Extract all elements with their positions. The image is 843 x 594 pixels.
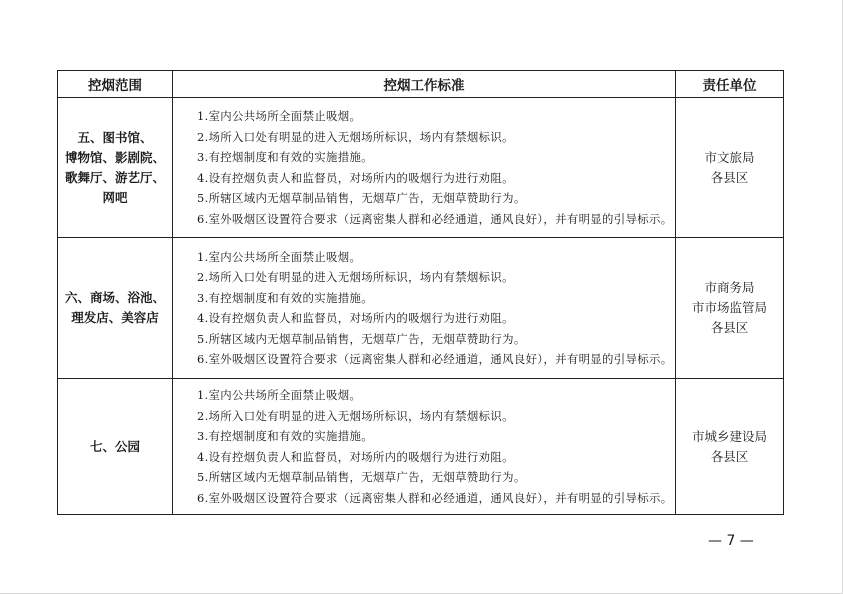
scope-cell bbox=[58, 379, 173, 515]
scope-line: 五、图书馆、 bbox=[77, 129, 153, 145]
unit-cell bbox=[676, 98, 784, 238]
scope-line: 六、商场、浴池、 bbox=[64, 290, 165, 305]
standards-cell bbox=[173, 238, 676, 379]
standard-item: 4.设有控烟负责人和监督员，对场所内的吸烟行为进行劝阻。 bbox=[197, 449, 514, 464]
unit-line: 各县区 bbox=[710, 448, 749, 464]
unit-line: 市文旅局 bbox=[704, 149, 755, 165]
table-row bbox=[58, 238, 784, 379]
standards-cell bbox=[173, 98, 676, 238]
unit-line: 各县区 bbox=[710, 320, 749, 335]
standard-item: 2.场所入口处有明显的进入无烟场所标识，场内有禁烟标识。 bbox=[197, 129, 514, 144]
header-standards: 控烟工作标准 bbox=[173, 71, 676, 98]
control-standards-table bbox=[57, 70, 784, 515]
standard-item: 3.有控烟制度和有效的实施措施。 bbox=[197, 150, 373, 164]
table-row bbox=[58, 379, 784, 515]
unit-line: 市城乡建设局 bbox=[691, 428, 767, 444]
header-unit: 责任单位 bbox=[676, 71, 784, 98]
table-row bbox=[58, 98, 784, 238]
standard-item: 1.室内公共场所全面禁止吸烟。 bbox=[197, 249, 362, 264]
standard-item: 5.所辖区域内无烟草制品销售，无烟草广告，无烟草赞助行为。 bbox=[197, 191, 526, 205]
unit-line: 市市场监管局 bbox=[691, 300, 767, 315]
scope-line: 理发店、美容店 bbox=[71, 310, 159, 325]
standard-item: 3.有控烟制度和有效的实施措施。 bbox=[197, 290, 373, 305]
standard-item: 4.设有控烟负责人和监督员，对场所内的吸烟行为进行劝阻。 bbox=[197, 170, 514, 185]
scope-cell bbox=[58, 98, 173, 238]
header-scope: 控烟范围 bbox=[58, 71, 173, 98]
table-header-row bbox=[58, 71, 784, 98]
standards-cell bbox=[173, 379, 676, 515]
standard-item: 2.场所入口处有明显的进入无烟场所标识，场内有禁烟标识。 bbox=[197, 408, 514, 423]
standard-item: 5.所辖区域内无烟草制品销售，无烟草广告，无烟草赞助行为。 bbox=[197, 331, 526, 346]
unit-line: 市商务局 bbox=[704, 280, 755, 295]
standard-item: 5.所辖区域内无烟草制品销售，无烟草广告，无烟草赞助行为。 bbox=[197, 470, 526, 484]
page-number: — 7 — bbox=[708, 533, 754, 549]
standard-item: 6.室外吸烟区设置符合要求（远离密集人群和必经通道，通风良好），并有明显的引导标示。 bbox=[197, 490, 673, 505]
unit-line: 各县区 bbox=[710, 169, 749, 185]
unit-cell bbox=[676, 238, 784, 379]
scope-line: 歌舞厅、游艺厅、 bbox=[64, 169, 165, 185]
standard-item: 1.室内公共场所全面禁止吸烟。 bbox=[197, 388, 362, 402]
scope-line: 网吧 bbox=[102, 189, 128, 205]
scope-cell bbox=[58, 238, 173, 379]
unit-cell bbox=[676, 379, 784, 515]
standard-item: 2.场所入口处有明显的进入无烟场所标识，场内有禁烟标识。 bbox=[197, 270, 514, 284]
scope-line: 博物馆、影剧院、 bbox=[64, 149, 165, 165]
scope-line: 七、公园 bbox=[89, 438, 140, 454]
standard-item: 1.室内公共场所全面禁止吸烟。 bbox=[197, 109, 362, 123]
standard-item: 6.室外吸烟区设置符合要求（远离密集人群和必经通道，通风良好），并有明显的引导标示。 bbox=[197, 211, 673, 226]
standard-item: 3.有控烟制度和有效的实施措施。 bbox=[197, 429, 373, 443]
standard-item: 6.室外吸烟区设置符合要求（远离密集人群和必经通道，通风良好），并有明显的引导标示。 bbox=[197, 352, 673, 366]
standard-item: 4.设有控烟负责人和监督员，对场所内的吸烟行为进行劝阻。 bbox=[197, 311, 514, 325]
